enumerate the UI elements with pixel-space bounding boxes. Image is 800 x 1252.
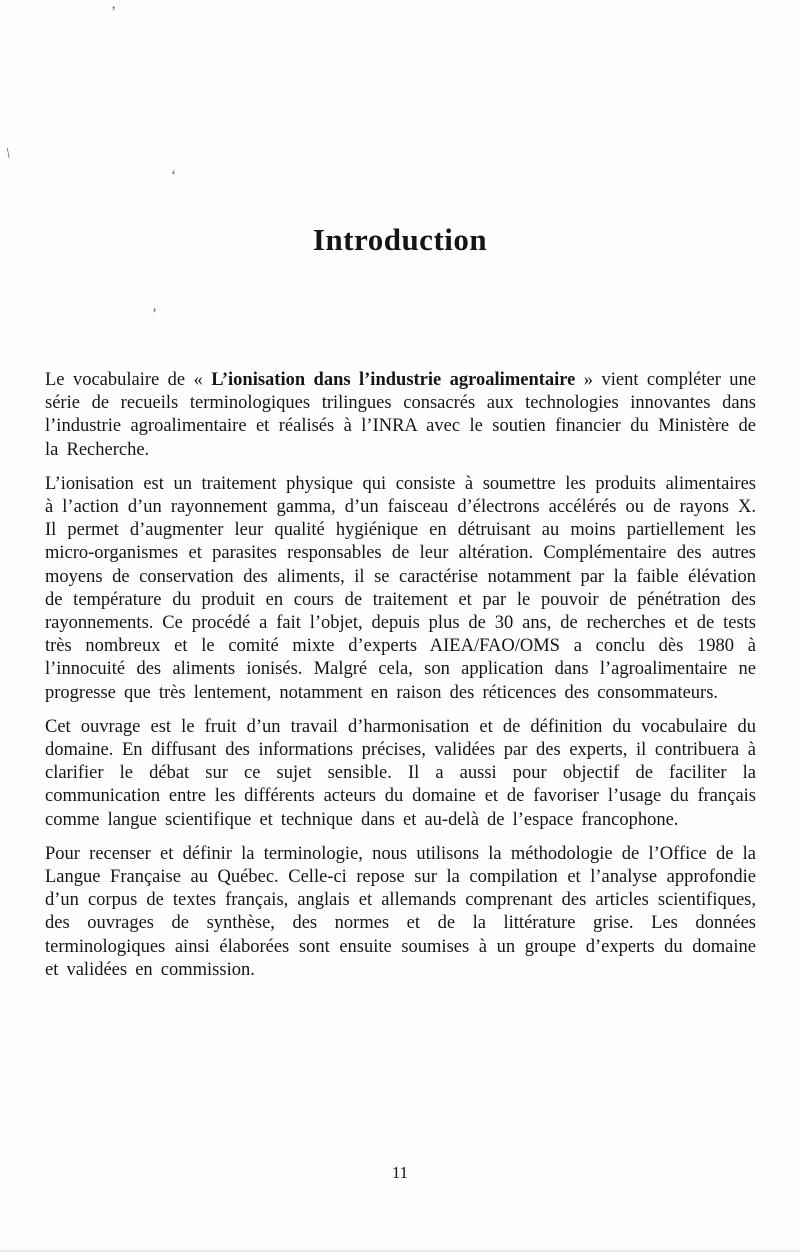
paragraph-text: Le vocabulaire de « xyxy=(45,370,212,390)
scan-artifact: ’ xyxy=(152,306,157,322)
paragraph-1 xyxy=(45,369,756,462)
scan-artifact: ‘ xyxy=(171,168,176,184)
page-number: 11 xyxy=(391,1163,409,1182)
scan-artifact: \ xyxy=(4,145,12,163)
chapter-title: Introduction xyxy=(312,222,488,257)
paragraph-3: Cet ouvrage est le fruit d’un travail d’harmonisation et de définition du vocabulaire du domaine. En diffusant des informations précises, validées par des experts, il contribuera à clarifier le débat sur ce sujet sensible. Il a aussi pour objectif de faciliter la communication entre les différents acteurs du domaine et de favoriser l’usage du français comme langue scientifique et technique dans et au-delà de l’espace francophone. xyxy=(45,716,756,830)
scan-artifact: ’ xyxy=(111,4,116,20)
bold-title-phrase: L’ionisation dans l’industrie agroalimentaire xyxy=(211,370,576,390)
paragraph-4: Pour recenser et définir la terminologie, nous utilisons la méthodologie de l’Office de la Langue Française au Québec. Celle-ci repose sur la compilation et l’analyse approfondie d’un corpus de textes français, anglais et allemands comprenant des articles scientifiques, des ouvrages de synthèse, des normes et de la littérature grise. Les données terminologiques ainsi élaborées sont ensuite soumises à un groupe d’experts du domaine et validées en commission. xyxy=(45,843,756,980)
body-text xyxy=(45,369,756,993)
paragraph-2: L’ionisation est un traitement physique qui consiste à soumettre les produits alimentaires à l’action d’un rayonnement gamma, d’un faisceau d’électrons accélérés ou de rayons X. Il permet d’augmenter leur qualité hygiénique en détruisant au moins partiellement les micro-organismes et parasites responsables de leur altération. Complémentaire des autres moyens de conservation des aliments, il se caractérise notamment par la faible élévation de température du produit en cours de traitement et par le pouvoir de pénétration des rayonnements. Ce procédé a fait l’objet, depuis plus de 30 ans, de recherches et de tests très nombreux et le comité mixte d’experts AIEA/FAO/OMS a conclu dès 1980 à l’innocuité des aliments ionisés. Malgré cela, son application dans l’agroalimentaire ne progresse que très lentement, notamment en raison des réticences des consommateurs. xyxy=(45,473,756,703)
paragraph-text: » vient compléter une série de recueils terminologiques trilingues consacrés aux technologies innovantes dans l’industrie agroalimentaire et réalisés à l’INRA avec le soutien financier du Ministère de la Recherche. xyxy=(45,370,756,460)
